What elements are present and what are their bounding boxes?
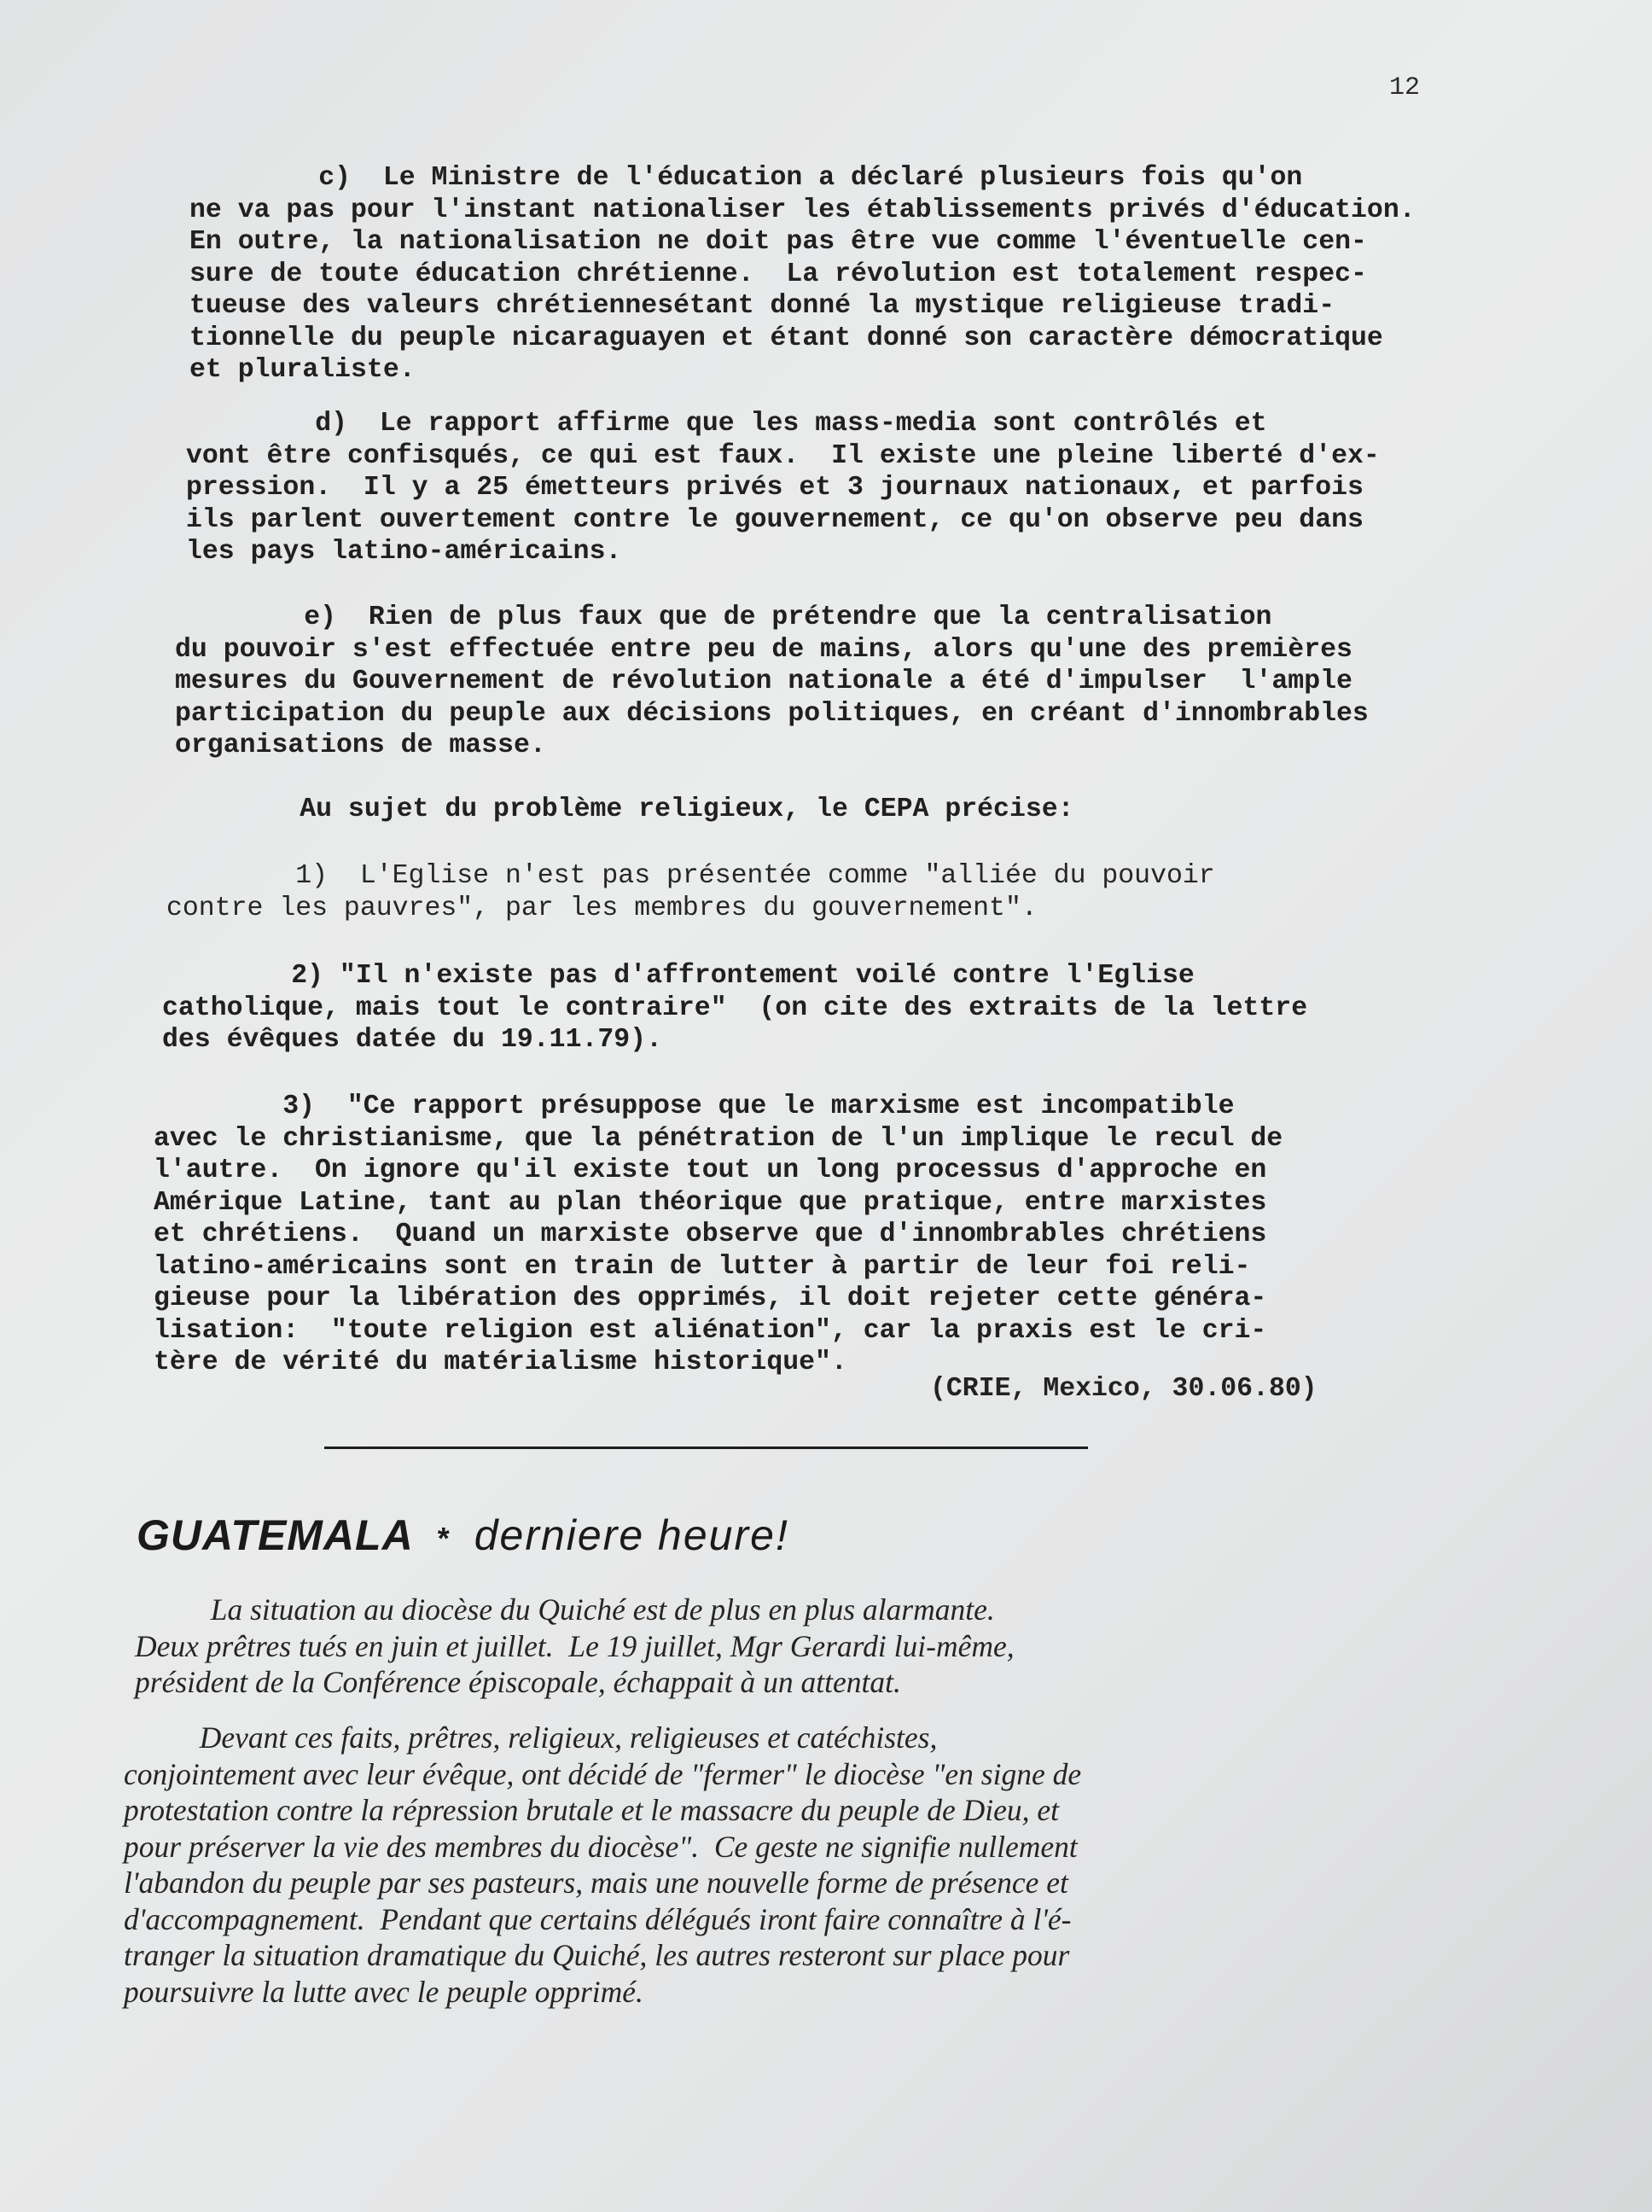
text-line: Au sujet du problème religieux, le CEPA précise: (171, 795, 1074, 824)
text-line: et chrétiens. Quand un marxiste observe que d'innombrables chrétiens (154, 1220, 1267, 1249)
text-line: En outre, la nationalisation ne doit pas être vue comme l'éventuelle cen- (189, 227, 1367, 257)
text-line: 2) "Il n'existe pas d'affrontement voilé contre l'Eglise (162, 961, 1195, 991)
item-3 (154, 1091, 1283, 1379)
text-line: du pouvoir s'est effectuée entre peu de mains, alors qu'une des premières (175, 634, 1352, 665)
section-divider (324, 1447, 1088, 1449)
text-line: vont être confisqués, ce qui est faux. Il existe une pleine liberté d'ex- (186, 440, 1380, 471)
text-line: Devant ces faits, prêtres, religieux, religieuses et catéchistes, (124, 1720, 938, 1755)
text-line: poursuivre la lutte avec le peuple opprimé. (124, 1974, 643, 2009)
text-line: mesures du Gouvernement de révolution nationale a été d'impulser l'ample (175, 667, 1352, 696)
text-line: 1) L'Eglise n'est pas présentée comme "alliée du pouvoir (166, 861, 1215, 891)
text-line: sure de toute éducation chrétienne. La révolution est totalement respec- (189, 259, 1367, 289)
text-line: catholique, mais tout le contraire" (on cite des extraits de la lettre (162, 992, 1308, 1023)
text-line: Amérique Latine, tant au plan théorique que pratique, entre marxistes (154, 1187, 1267, 1218)
text-line: avec le christianisme, que la pénétration de l'un implique le recul de (154, 1123, 1283, 1154)
text-line: l'autre. On ignore qu'il existe tout un long processus d'approche en (154, 1155, 1267, 1185)
text-line: des évêques datée du 19.11.79). (162, 1025, 662, 1055)
text-line: tranger la situation dramatique du Quiché, les autres resteront sur place pour (124, 1938, 1070, 1972)
item-2 (162, 960, 1307, 1057)
text-line: 3) "Ce rapport présuppose que le marxisme est incompatible (154, 1091, 1235, 1121)
text-line: lisation: "toute religion est aliénation", car la praxis est le cri- (154, 1315, 1267, 1346)
text-line: protestation contre la répression brutale et le massacre du peuple de Dieu, et (124, 1793, 1060, 1827)
text-line: pour préserver la vie des membres du diocèse". Ce geste ne signifie nullement (124, 1829, 1078, 1864)
item-d (186, 408, 1380, 568)
heading-subtitle: derniere heure! (474, 1511, 789, 1559)
text-line: gieuse pour la libération des opprimés, il doit rejeter cette généra- (154, 1284, 1267, 1313)
item-c (189, 162, 1416, 387)
text-line: président de la Conférence épiscopale, échappait à un attentat. (135, 1665, 901, 1699)
text-line: et pluraliste. (189, 355, 416, 385)
text-line: Deux prêtres tués en juin et juillet. Le 19 juillet, Mgr Gerardi lui-même, (135, 1628, 1015, 1663)
text-line: conjointement avec leur évêque, ont décidé de "fermer" le diocèse "en signe de (124, 1756, 1082, 1791)
text-line: d) Le rapport affirme que les mass-media sont contrôlés et (186, 409, 1267, 439)
text-line: d'accompagnement. Pendant que certains délégués iront faire connaître à l'é- (124, 1901, 1072, 1936)
text-line: ils parlent ouvertement contre le gouvernement, ce qu'on observe peu dans (186, 504, 1364, 535)
text-line: les pays latino-américains. (186, 537, 622, 567)
text-line: tère de vérité du matérialisme historique". (154, 1348, 847, 1377)
guatemala-heading (137, 1511, 789, 1560)
text-line: c) Le Ministre de l'éducation a déclaré plusieurs fois qu'on (189, 163, 1303, 193)
text-line: pression. Il y a 25 émetteurs privés et 3 journaux nationaux, et parfois (186, 473, 1364, 503)
page-number: 12 (1389, 73, 1421, 102)
text-line: participation du peuple aux décisions politiques, en créant d'innombrables (175, 698, 1369, 729)
item-e (175, 602, 1369, 762)
citation: (CRIE, Mexico, 30.06.80) (930, 1374, 1318, 1404)
item-intro (171, 794, 1074, 826)
guatemala-paragraph-1 (135, 1592, 1015, 1701)
text-line: organisations de masse. (175, 731, 546, 760)
text-line: l'abandon du peuple par ses pasteurs, mais une nouvelle forme de présence et (124, 1866, 1068, 1900)
item-1 (166, 860, 1215, 924)
guatemala-paragraph-2 (124, 1720, 1081, 2010)
text-line: La situation au diocèse du Quiché est de plus en plus alarmante. (135, 1592, 995, 1627)
text-line: tueuse des valeurs chrétiennesétant donné la mystique religieuse tradi- (189, 291, 1335, 321)
text-line: latino-américains sont en train de lutter à partir de leur foi reli- (154, 1251, 1251, 1282)
heading-country: GUATEMALA (137, 1511, 414, 1559)
text-line: e) Rien de plus faux que de prétendre que la centralisation (175, 602, 1272, 632)
text-line: contre les pauvres", par les membres du gouvernement". (166, 893, 1038, 923)
text-line: tionnelle du peuple nicaraguayen et étant donné son caractère démocratique (189, 323, 1383, 353)
text-line: ne va pas pour l'instant nationaliser les établissements privés d'éducation. (189, 195, 1416, 225)
star-icon: * (437, 1520, 451, 1556)
